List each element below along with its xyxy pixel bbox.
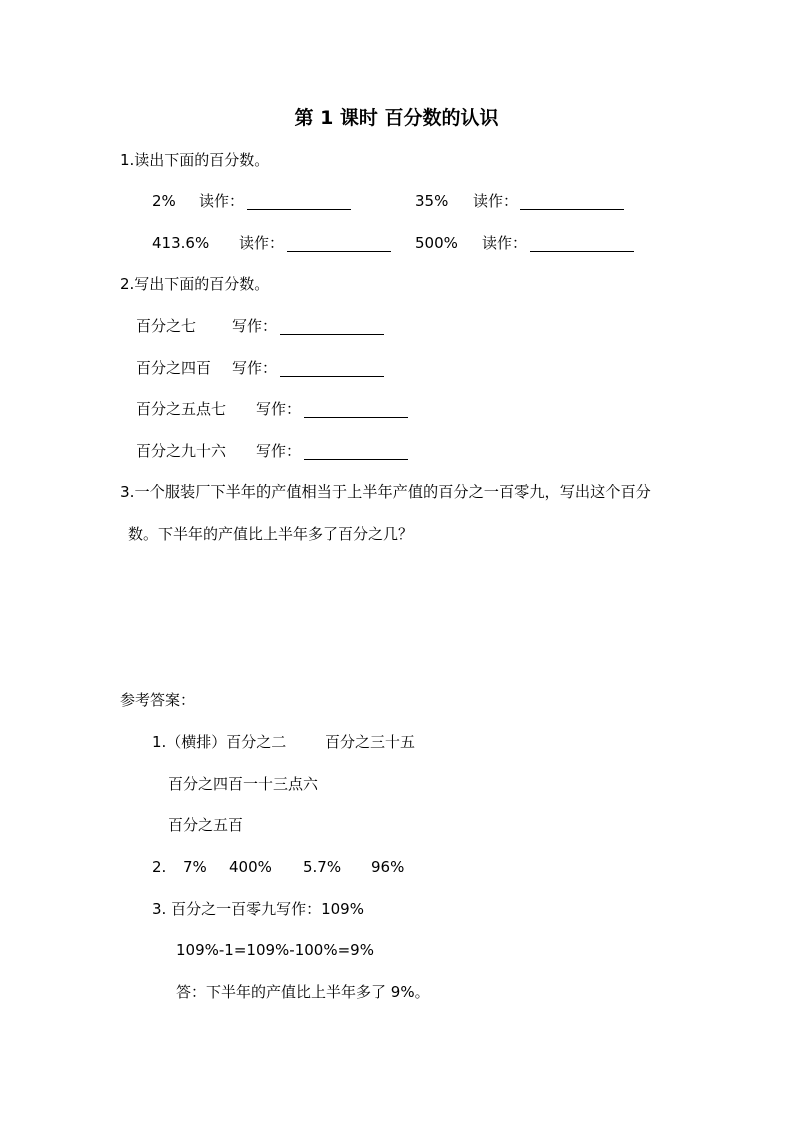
q1-item-label: 读作： (482, 234, 528, 252)
answer-blank[interactable] (280, 334, 384, 335)
answer-1-line2: 百分之四百一十三点六 (168, 775, 319, 793)
answer-1-line1: 1.（横排）百分之二 (152, 733, 287, 751)
q1-item-value: 500% (415, 234, 458, 252)
answer-3-line3: 答：下半年的产值比上半年多了 9%。 (176, 983, 430, 1001)
q2-item-text: 百分之四百 (136, 359, 212, 377)
q3-text-line1: 3.一个服装厂下半年的产值相当于上半年产值的百分之一百零九，写出这个百分 (120, 483, 651, 501)
answer-blank[interactable] (520, 209, 624, 210)
q1-item-value: 413.6% (152, 234, 210, 252)
q1-item-value: 35% (415, 192, 449, 210)
answer-2-value: 400% (229, 858, 272, 876)
page-title: 第 1 课时 百分数的认识 (294, 107, 499, 129)
q2-item-text: 百分之五点七 (136, 400, 227, 418)
answer-1-line1b: 百分之三十五 (325, 733, 416, 751)
answer-blank[interactable] (287, 251, 391, 252)
q3-text-line2: 数。下半年的产值比上半年多了百分之几？ (128, 525, 414, 543)
answer-3-line1: 3. 百分之一百零九写作：109% (152, 900, 364, 918)
answer-blank[interactable] (247, 209, 351, 210)
q2-item-label: 写作： (256, 442, 302, 460)
q2-item-text: 百分之七 (136, 317, 197, 335)
answer-2-value: 96% (371, 858, 405, 876)
answer-1-line3: 百分之五百 (168, 816, 244, 834)
answer-2-number: 2. (152, 858, 167, 876)
answer-blank[interactable] (304, 459, 408, 460)
answer-blank[interactable] (280, 376, 384, 377)
q2-item-label: 写作： (232, 359, 278, 377)
answer-blank[interactable] (304, 417, 408, 418)
q2-item-label: 写作： (232, 317, 278, 335)
q1-item-label: 读作： (199, 192, 245, 210)
q1-heading: 1.读出下面的百分数。 (120, 151, 270, 169)
answer-2-value: 7% (183, 858, 207, 876)
q1-item-label: 读作： (239, 234, 285, 252)
q1-item-value: 2% (152, 192, 176, 210)
q1-item-label: 读作： (473, 192, 519, 210)
answer-2-value: 5.7% (303, 858, 342, 876)
answer-blank[interactable] (530, 251, 634, 252)
q2-item-text: 百分之九十六 (136, 442, 227, 460)
answers-heading: 参考答案： (120, 691, 196, 709)
answer-3-line2: 109%-1=109%-100%=9% (176, 941, 374, 959)
q2-item-label: 写作： (256, 400, 302, 418)
q2-heading: 2.写出下面的百分数。 (120, 275, 270, 293)
